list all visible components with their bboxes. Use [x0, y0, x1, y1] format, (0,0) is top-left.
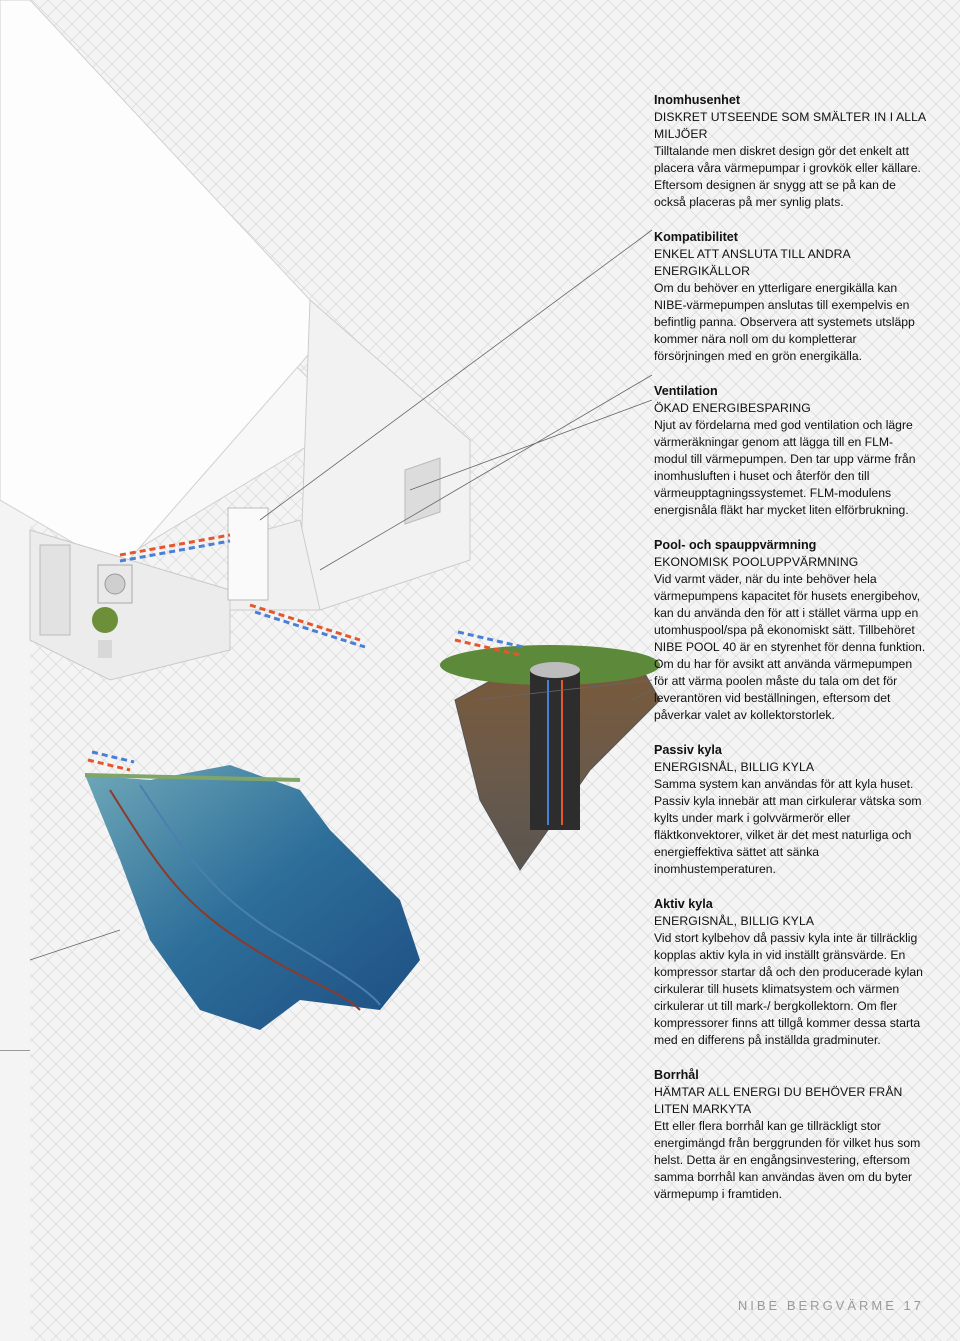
page-edge-marker	[0, 1050, 30, 1051]
lake-collector	[85, 752, 420, 1030]
section-body: Tilltalande men diskret design gör det enkelt att placera våra värmepumpar i grovkök eller källare. Eftersom designen är snygg att se på kan de också placeras på mer synlig plats.	[654, 144, 921, 209]
section-body: Om du behöver en ytterligare energikälla kan NIBE-värmepumpen anslutas till exempelvis en befintlig panna. Observera att systemets utsläpp kommer nära noll om du kompletterar försörjningen med en grön energikälla.	[654, 281, 915, 363]
section-subheading: ENERGISNÅL, BILLIG KYLA	[654, 760, 815, 774]
borehole	[440, 632, 660, 870]
section-body: Ett eller flera borrhål kan ge tillräckligt stor energimängd från berggrunden för vilket hus som helst. Detta är en engångsinvestering, eftersom samma borrhål kan användas även om du byter värmepump i framtiden.	[654, 1119, 921, 1201]
section-body: Vid varmt väder, när du inte behöver hela värmepumpens kapacitet för husets energibehov, kan du använda den för att i stället värma upp en utomhuspool/spa på ekonomiskt sätt. Tillbehöret NIBE POOL 40 är en styrenhet för denna funktion. Om du har för avsikt att använda värmepumpen för att värma poolen måste du tala om det för leverantören vid beställningen, eftersom det påverkar valet av kollektorstorlek.	[654, 572, 926, 722]
section-heading: Aktiv kyla	[654, 897, 713, 911]
section-inomhusenhet	[654, 92, 926, 211]
section-borrhal	[654, 1067, 926, 1203]
section-kompatibilitet	[654, 229, 926, 365]
section-subheading: ENKEL ATT ANSLUTA TILL ANDRA ENERGIKÄLLOR	[654, 247, 851, 278]
section-subheading: EKONOMISK POOLUPPVÄRMNING	[654, 555, 859, 569]
section-heading: Kompatibilitet	[654, 230, 738, 244]
house	[0, 0, 470, 680]
section-subheading: ENERGISNÅL, BILLIG KYLA	[654, 914, 815, 928]
section-heading: Inomhusenhet	[654, 93, 741, 107]
section-pool	[654, 537, 926, 724]
feature-list	[654, 92, 926, 1221]
section-subheading: ÖKAD ENERGIBESPARING	[654, 401, 811, 415]
section-body: Vid stort kylbehov då passiv kyla inte är tillräcklig kopplas aktiv kyla in vid inställt gränsvärde. En kompressor startar då och den producerade kylan cirkulerar till husets klimatsystem och värmen cirkulerar ut till mark-/ bergkollektorn. Om fler kompressorer finns att tillgå kommer dessa starta med en differens på inställda gradminuter.	[654, 931, 923, 1047]
section-heading: Borrhål	[654, 1068, 699, 1082]
section-heading: Ventilation	[654, 384, 718, 398]
section-ventilation	[654, 383, 926, 519]
section-body: Samma system kan användas för att kyla huset. Passiv kyla innebär att man cirkulerar vätska som kylts under mark i golvvärmerör eller fläktkonvektorer, vilket är det mest naturliga och energieffektiva sättet att sänka inomhustemperaturen.	[654, 777, 922, 876]
section-subheading: HÄMTAR ALL ENERGI DU BEHÖVER FRÅN LITEN MARKYTA	[654, 1085, 903, 1116]
page-footer: NIBE BERGVÄRME 17	[737, 1298, 924, 1313]
section-aktiv-kyla	[654, 896, 926, 1049]
section-passiv-kyla	[654, 742, 926, 878]
section-heading: Pool- och spauppvärmning	[654, 538, 817, 552]
section-heading: Passiv kyla	[654, 743, 722, 757]
section-subheading: DISKRET UTSEENDE SOM SMÄLTER IN I ALLA MILJÖER	[654, 110, 926, 141]
section-body: Njut av fördelarna med god ventilation och lägre värmeräkningar genom att lägga till en FLM-modul till värmepumpen. Den tar upp värme från inomhusluften i huset och återför den till värmeupptagningssystemet. FLM-modulens energisnåla fläkt har mycket liten elförbrukning.	[654, 418, 916, 517]
